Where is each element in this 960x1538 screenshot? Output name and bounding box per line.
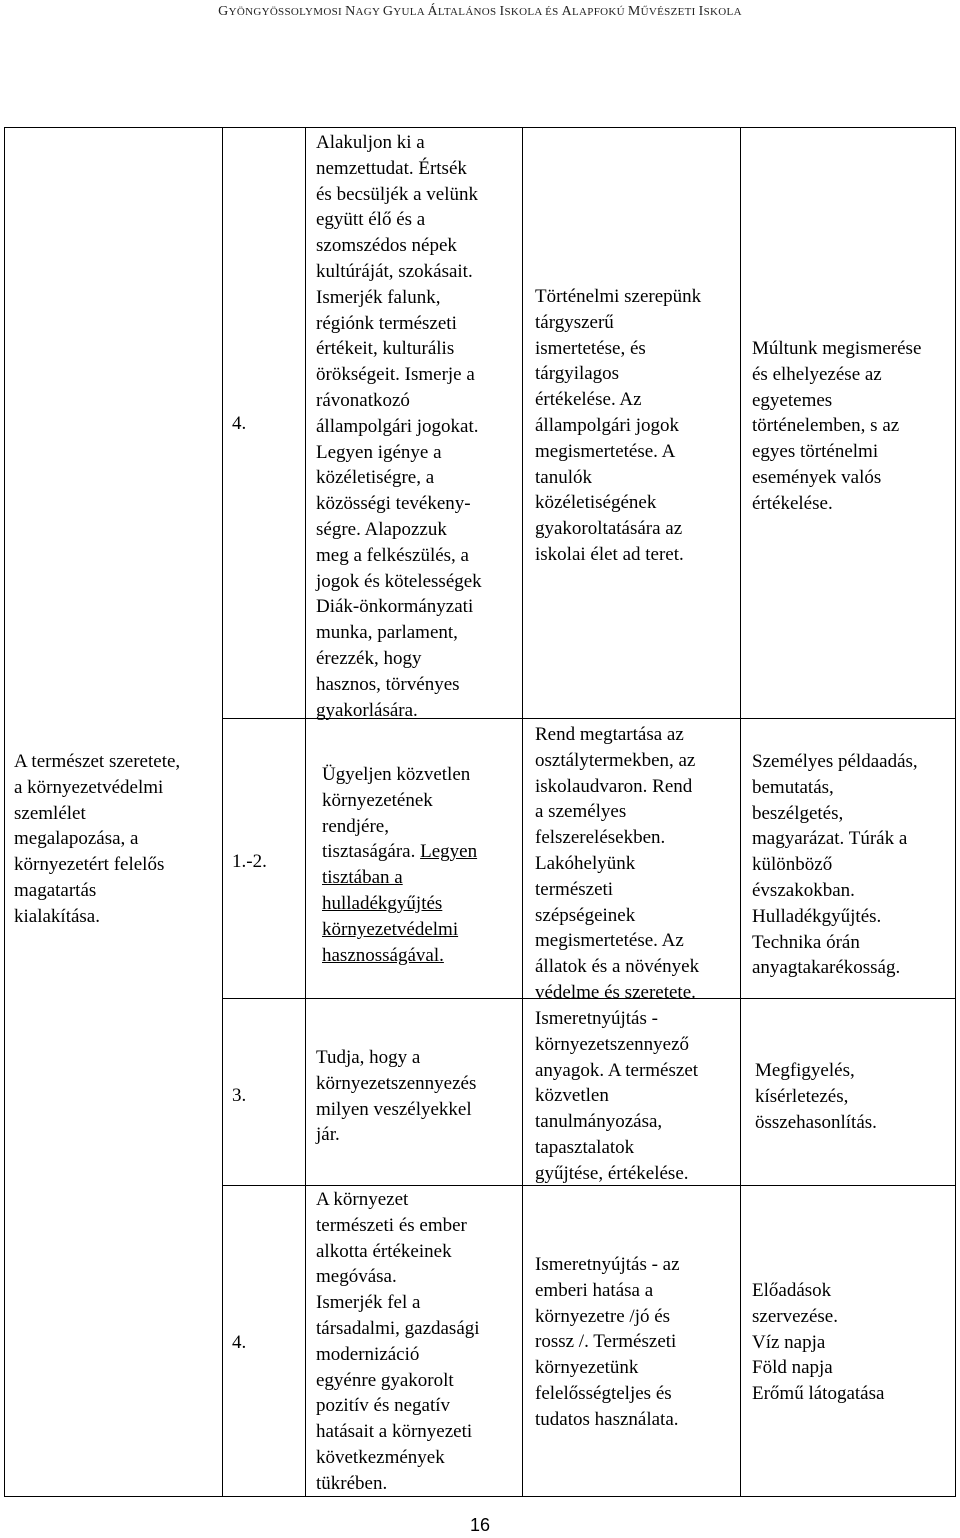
cell-line: egyénre gyakorolt [316, 1369, 454, 1391]
cell-line: tudatos használata. [535, 1408, 679, 1430]
table-column-divider [222, 127, 223, 1497]
cell-line: megismertetése. A [535, 440, 676, 462]
cell-line: munka, parlament, [316, 622, 458, 644]
cell-line: rendjére, [322, 815, 389, 837]
cell-line: együtt élő és a [316, 209, 426, 231]
cell-line: értékelése. [752, 492, 833, 514]
cell-line: szemlélet [14, 802, 86, 824]
cell-line: tükrében. [316, 1472, 388, 1494]
cell-line: gyakoroltatására az [535, 518, 683, 540]
table-column-divider [305, 127, 306, 1497]
cell-line: környezetének [322, 789, 433, 811]
cell-line: bemutatás, [752, 776, 834, 798]
cell-line: Ismerjék fel a [316, 1292, 421, 1314]
grade-cell: 4. [232, 413, 247, 434]
cell-line: közéletiségének [535, 492, 657, 514]
methods-cell [752, 1278, 884, 1407]
page-number: 16 [469, 1515, 491, 1535]
header-text-part: ŰVÉSZETI [640, 6, 699, 18]
cell-line: beszélgetés, [752, 802, 844, 824]
header-text-part: SKOLA [703, 6, 742, 18]
cell-line: környezetszennyező [535, 1033, 690, 1055]
header-text-part: I [698, 4, 704, 19]
cell-line: Föld napja [752, 1357, 833, 1379]
header-text-part: LTALÁNOS [437, 6, 500, 18]
cell-line: évszakokban. [752, 879, 855, 901]
cell-line: A környezet [316, 1189, 409, 1210]
goals-cell [316, 1187, 480, 1497]
header-text-part: AGY [355, 6, 383, 18]
cell-line: Személyes példaadás, [752, 751, 918, 772]
header-text-part: G [218, 4, 229, 19]
cell-line: környezetszennyezés [316, 1072, 477, 1094]
cell-line: szervezése. [752, 1305, 838, 1327]
cell-line: kultúráját, szokásait. [316, 260, 473, 282]
grade-cell: 4. [232, 1332, 247, 1353]
header-text-part: G [382, 4, 394, 19]
header-text-part: I [499, 4, 505, 19]
cell-line: rávonatkozó [316, 389, 410, 411]
cell-line: nemzettudat. Értsék [316, 157, 467, 179]
cell-line: osztálytermekben, az [535, 749, 696, 771]
cell-line: emberi hatása a [535, 1279, 654, 1301]
cell-line: egyes történelmi [752, 441, 879, 463]
cell-line: értékeit, kulturális [316, 338, 455, 360]
cell-line: Történelmi szerepünk [535, 286, 702, 307]
cell-line: a személyes [535, 801, 627, 823]
methods-cell [752, 336, 921, 517]
content-cell [535, 1006, 698, 1187]
cell-line: állatok és a növények [535, 956, 700, 978]
header-text-part: Á [427, 4, 438, 19]
cell-line: Legyen igénye a [316, 441, 442, 463]
cell-line: védelme és szeretete. [535, 981, 696, 1003]
cell-line: állampolgári jogokat. [316, 415, 479, 437]
cell-line: szépségeinek [535, 904, 636, 926]
cell-line: és elhelyezése az [752, 363, 882, 385]
methods-cell [755, 1058, 877, 1135]
header-text-part: M [627, 4, 641, 19]
cell-line: hasznos, törvényes [316, 673, 460, 695]
cell-line: felelősségteljes és [535, 1382, 672, 1404]
goals-cell [316, 1045, 476, 1148]
cell-line: modernizáció [316, 1343, 420, 1365]
cell-line: megismertetése. Az [535, 930, 684, 952]
cell-line: felszerelésekben. [535, 827, 666, 849]
cell-line: jár. [316, 1124, 340, 1146]
cell-line: A természet szeretete, [14, 751, 181, 772]
cell-line: Alakuljon ki a [316, 132, 425, 153]
cell-line: természeti és ember [316, 1214, 467, 1236]
cell-line: Hulladékgyűjtés. [752, 905, 882, 927]
cell-line: rossz /. Természeti [535, 1331, 677, 1353]
content-cell [535, 722, 699, 1006]
cell-line: történelemben, s az [752, 415, 900, 437]
goals-cell [316, 130, 482, 723]
cell-line: környezetért felelős [14, 854, 165, 876]
cell-line: események valós [752, 466, 882, 488]
cell-line: értékelése. Az [535, 389, 642, 411]
cell-line: környezetvédelmi [322, 918, 459, 940]
header-text-part: N [345, 4, 356, 19]
cell-line: környezetre /jó és [535, 1305, 671, 1327]
cell-line: iskolai élet ad teret. [535, 543, 684, 565]
cell-line: kialakítása. [14, 905, 100, 927]
cell-line: gyűjtése, értékelése. [535, 1162, 689, 1184]
cell-line: Lakóhelyünk [535, 852, 636, 874]
cell-line: közéletiségre, a [316, 467, 435, 489]
cell-line: örökségeit. Ismerje a [316, 364, 475, 386]
cell-line: Ismeretnyújtás - az [535, 1254, 680, 1275]
cell-line: Rend megtartása az [535, 724, 684, 745]
cell-line: Technika órán [752, 931, 860, 953]
cell-line: természeti [535, 878, 614, 900]
cell-line: állampolgári jogok [535, 414, 680, 436]
cell-line: milyen veszélyekkel [316, 1098, 472, 1120]
cell-line: anyagok. A természet [535, 1059, 699, 1081]
cell-line: tanulók [535, 466, 592, 488]
cell-line: Ügyeljen közvetlen [322, 764, 471, 785]
table-column-divider [522, 127, 523, 1497]
content-cell [535, 284, 701, 568]
cell-line: közvetlen [535, 1085, 609, 1107]
cell-line: iskolaudvaron. Rend [535, 775, 693, 797]
goals-plain [322, 762, 477, 839]
goals-mixed-line [322, 839, 477, 865]
cell-line: Múltunk megismerése [752, 338, 922, 359]
cell-line: tanulmányozása, [535, 1111, 663, 1133]
table-column-divider [740, 127, 741, 1497]
header-text-part: YULA [393, 6, 428, 18]
cell-line: megalapozása, a [14, 828, 139, 850]
topic-cell [14, 749, 180, 930]
cell-line: megóvása. [316, 1266, 397, 1288]
cell-line: gyakorlására. [316, 699, 418, 721]
cell-line: és becsüljék a velünk [316, 183, 478, 205]
cell-line: tisztában a [322, 867, 403, 889]
grade-cell: 3. [232, 1085, 247, 1106]
header-text-part: A [561, 4, 573, 19]
grade-cell: 1.-2. [232, 851, 267, 872]
cell-line: a környezetvédelmi [14, 776, 164, 798]
cell-line: Diák-önkormányzati [316, 596, 474, 618]
goals-underlined [322, 865, 477, 968]
cell-line: Erőmű látogatása [752, 1383, 885, 1405]
cell-line: környezetünk [535, 1357, 639, 1379]
cell-line: érezzék, hogy [316, 647, 422, 669]
cell-line: anyagtakarékosság. [752, 957, 901, 979]
cell-line: ségre. Alapozzuk [316, 518, 447, 540]
cell-line: összehasonlítás. [755, 1111, 877, 1133]
header-text-part: LAPFOKÚ [572, 6, 628, 18]
cell-line: közösségi tevékeny- [316, 493, 471, 515]
cell-line: szomszédos népek [316, 235, 457, 257]
cell-line: tapasztalatok [535, 1136, 635, 1158]
cell-line: különböző [752, 854, 833, 876]
cell-line: Tudja, hogy a [316, 1047, 421, 1068]
cell-line: Ismeretnyújtás - [535, 1008, 658, 1029]
header-text-part: YÖNGYÖSSOLYMOSI [228, 6, 346, 18]
cell-line: Ismerjék falunk, [316, 286, 441, 308]
cell-line: pozitív és negatív [316, 1395, 451, 1417]
cell-line: meg a felkészülés, a [316, 544, 469, 566]
cell-line: magyarázat. Túrák a [752, 828, 908, 850]
cell-line: jogok és kötelességek [316, 570, 482, 592]
goals-cell [322, 762, 477, 968]
cell-line: Víz napja [752, 1331, 826, 1353]
header-text-part: SKOLA ÉS [504, 6, 562, 18]
cell-line: tárgyilagos [535, 363, 620, 385]
cell-line: kísérletezés, [755, 1085, 849, 1107]
cell-line: hasznosságával. [322, 944, 444, 966]
page-header [0, 4, 960, 20]
goals-mixed-underlined: Legyen [420, 841, 478, 863]
cell-line: régiónk természeti [316, 312, 457, 334]
content-cell [535, 1252, 680, 1433]
cell-line: ismertetése, és [535, 337, 646, 359]
cell-line: társadalmi, gazdasági [316, 1317, 480, 1339]
goals-mixed-plain: tisztaságára. [322, 841, 421, 863]
cell-line: Előadások [752, 1280, 832, 1301]
cell-line: Megfigyelés, [755, 1060, 855, 1081]
cell-line: egyetemes [752, 389, 833, 411]
cell-line: alkotta értékeinek [316, 1240, 452, 1262]
cell-line: hatásait a környezeti [316, 1421, 473, 1443]
cell-line: tárgyszerű [535, 311, 614, 333]
cell-line: hulladékgyűjtés [322, 892, 443, 914]
cell-line: magatartás [14, 879, 97, 901]
cell-line: következmények [316, 1446, 445, 1468]
methods-cell [752, 749, 918, 981]
